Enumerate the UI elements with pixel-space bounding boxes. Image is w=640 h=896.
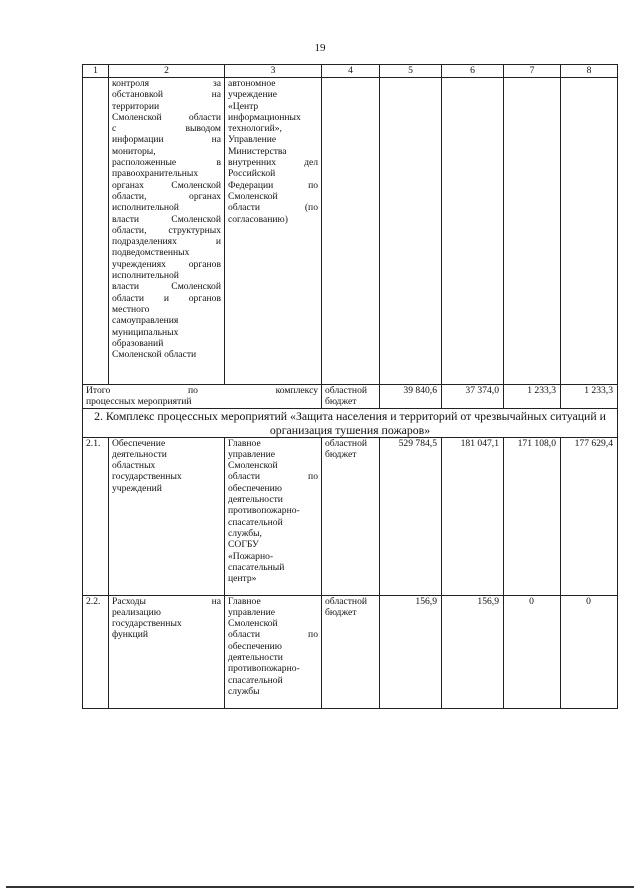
- table-row: [83, 595, 618, 708]
- text-line: Главное: [228, 437, 261, 449]
- row-number: 2.1.: [83, 437, 109, 595]
- text-line: Смоленской: [228, 460, 278, 472]
- total-value: 37 374,0: [442, 385, 504, 409]
- text-line: власти Смоленской: [112, 213, 221, 225]
- text-line: информационных: [228, 111, 301, 123]
- text-line: Российской: [228, 168, 276, 180]
- text-line: учреждениях органов: [112, 258, 221, 270]
- text-line: функций: [112, 629, 148, 641]
- section-title: 2. Комплекс процессных мероприятий «Защита населения и территорий от чрезвычайных ситуаций и организация тушения пожаров»: [83, 408, 618, 437]
- column-number-header: [83, 65, 618, 78]
- text-line: подразделениях и: [112, 236, 221, 248]
- section-header-row: [83, 408, 618, 437]
- text-line: реализацию: [112, 606, 161, 618]
- executor-name: [228, 438, 318, 585]
- text-line: «Центр: [228, 100, 259, 112]
- text-line: области, органах: [112, 190, 221, 202]
- text-line: деятельности: [228, 494, 283, 506]
- page-bottom-rule: [6, 886, 634, 888]
- text-line: Смоленской области: [112, 111, 221, 123]
- text-line: мониторы,: [112, 145, 156, 157]
- activity-name: [112, 438, 221, 494]
- funding-source-cell: [322, 78, 380, 385]
- text-line: информации на: [112, 134, 221, 146]
- text-line: деятельности: [112, 448, 167, 460]
- text-line: автономное: [228, 78, 276, 89]
- executor-name: [228, 78, 318, 225]
- text-line: области, структурных: [112, 224, 221, 236]
- text-line: учреждений: [112, 482, 162, 494]
- text-line: Управление: [228, 134, 277, 146]
- value-cell: 529 784,5: [380, 437, 442, 595]
- continuation-row: [83, 78, 618, 385]
- text-line: государственных: [112, 471, 182, 483]
- table-row: [83, 437, 618, 595]
- text-line: Министерства: [228, 145, 287, 157]
- text-line: Главное: [228, 595, 261, 607]
- value-cell: 156,9: [442, 595, 504, 708]
- text-line: СОГБУ: [228, 539, 259, 551]
- text-line: противопожарно-: [228, 663, 300, 675]
- executor-cell: [225, 78, 322, 385]
- column-number: 4: [322, 65, 380, 78]
- text-line: правоохранительных: [112, 168, 199, 180]
- activity-name: [112, 78, 221, 360]
- total-label: [86, 385, 318, 408]
- value-cell: [504, 78, 561, 385]
- text-line: деятельности: [228, 652, 283, 664]
- text-line: Обеспечение: [112, 437, 166, 449]
- text-line: с выводом: [112, 123, 221, 135]
- executor-cell: [225, 437, 322, 595]
- value-cell: 177 629,4: [561, 437, 618, 595]
- text-line: местного: [112, 303, 150, 315]
- value-cell: [442, 78, 504, 385]
- text-line: государственных: [112, 618, 182, 630]
- text-line: подведомственных: [112, 247, 190, 259]
- text-line: Итого по комплексу: [86, 385, 318, 396]
- page-number: 19: [314, 42, 326, 54]
- funding-source: областной бюджет: [322, 595, 380, 708]
- text-line: спасательной: [228, 516, 283, 528]
- text-line: службы: [228, 685, 260, 697]
- text-line: области по: [228, 629, 318, 641]
- column-number: 5: [380, 65, 442, 78]
- column-number: 8: [561, 65, 618, 78]
- value-cell: [561, 78, 618, 385]
- value-cell: [380, 78, 442, 385]
- column-number: 2: [109, 65, 225, 78]
- total-value: 39 840,6: [380, 385, 442, 409]
- executor-name: [228, 596, 318, 698]
- text-line: области по: [228, 471, 318, 483]
- text-line: спасательной: [228, 674, 283, 686]
- text-line: исполнительной: [112, 202, 179, 214]
- text-line: Смоленской: [228, 190, 278, 202]
- text-line: учреждение: [228, 89, 277, 101]
- row-number-cell: [83, 78, 109, 385]
- value-cell: 171 108,0: [504, 437, 561, 595]
- text-line: центр»: [228, 573, 257, 585]
- value-cell: 0: [561, 595, 618, 708]
- text-line: внутренних дел: [228, 157, 318, 169]
- text-line: процессных мероприятий: [86, 396, 192, 408]
- activity-name: [112, 596, 221, 641]
- activities-table: [82, 64, 618, 709]
- executor-cell: [225, 595, 322, 708]
- text-line: технологий»,: [228, 123, 282, 135]
- text-line: Федерации по: [228, 179, 318, 191]
- text-line: управление: [228, 448, 275, 460]
- activity-name-cell: [109, 78, 225, 385]
- text-line: области (по: [228, 202, 318, 214]
- value-cell: 0: [504, 595, 561, 708]
- text-line: обеспечению: [228, 640, 282, 652]
- text-line: согласованию): [228, 213, 288, 225]
- total-row: [83, 385, 618, 409]
- column-number: 1: [83, 65, 109, 78]
- text-line: «Пожарно-: [228, 550, 274, 562]
- row-number: 2.2.: [83, 595, 109, 708]
- funding-source: областной бюджет: [322, 437, 380, 595]
- column-number: 6: [442, 65, 504, 78]
- column-number: 7: [504, 65, 561, 78]
- total-label-cell: [83, 385, 322, 409]
- text-line: Расходы на: [112, 595, 221, 607]
- text-line: территории: [112, 100, 160, 112]
- text-line: обстановкой на: [112, 89, 221, 101]
- text-line: противопожарно-: [228, 505, 300, 517]
- text-line: власти Смоленской: [112, 281, 221, 293]
- text-line: образований: [112, 337, 164, 349]
- text-line: исполнительной: [112, 270, 179, 282]
- text-line: спасательный: [228, 561, 285, 573]
- text-line: областных: [112, 460, 156, 472]
- text-line: самоуправления: [112, 315, 179, 327]
- text-line: управление: [228, 606, 275, 618]
- text-line: органах Смоленской: [112, 179, 221, 191]
- activity-name-cell: [109, 595, 225, 708]
- total-value: 1 233,3: [504, 385, 561, 409]
- text-line: контроля за: [112, 78, 221, 89]
- value-cell: 156,9: [380, 595, 442, 708]
- text-line: области и органов: [112, 292, 221, 304]
- activity-name-cell: [109, 437, 225, 595]
- text-line: Смоленской области: [112, 349, 197, 361]
- text-line: расположенные в: [112, 157, 221, 169]
- text-line: муниципальных: [112, 326, 179, 338]
- total-value: 1 233,3: [561, 385, 618, 409]
- text-line: службы,: [228, 527, 262, 539]
- column-number: 3: [225, 65, 322, 78]
- text-line: Смоленской: [228, 618, 278, 630]
- text-line: обеспечению: [228, 482, 282, 494]
- value-cell: 181 047,1: [442, 437, 504, 595]
- funding-source: областной бюджет: [322, 385, 380, 409]
